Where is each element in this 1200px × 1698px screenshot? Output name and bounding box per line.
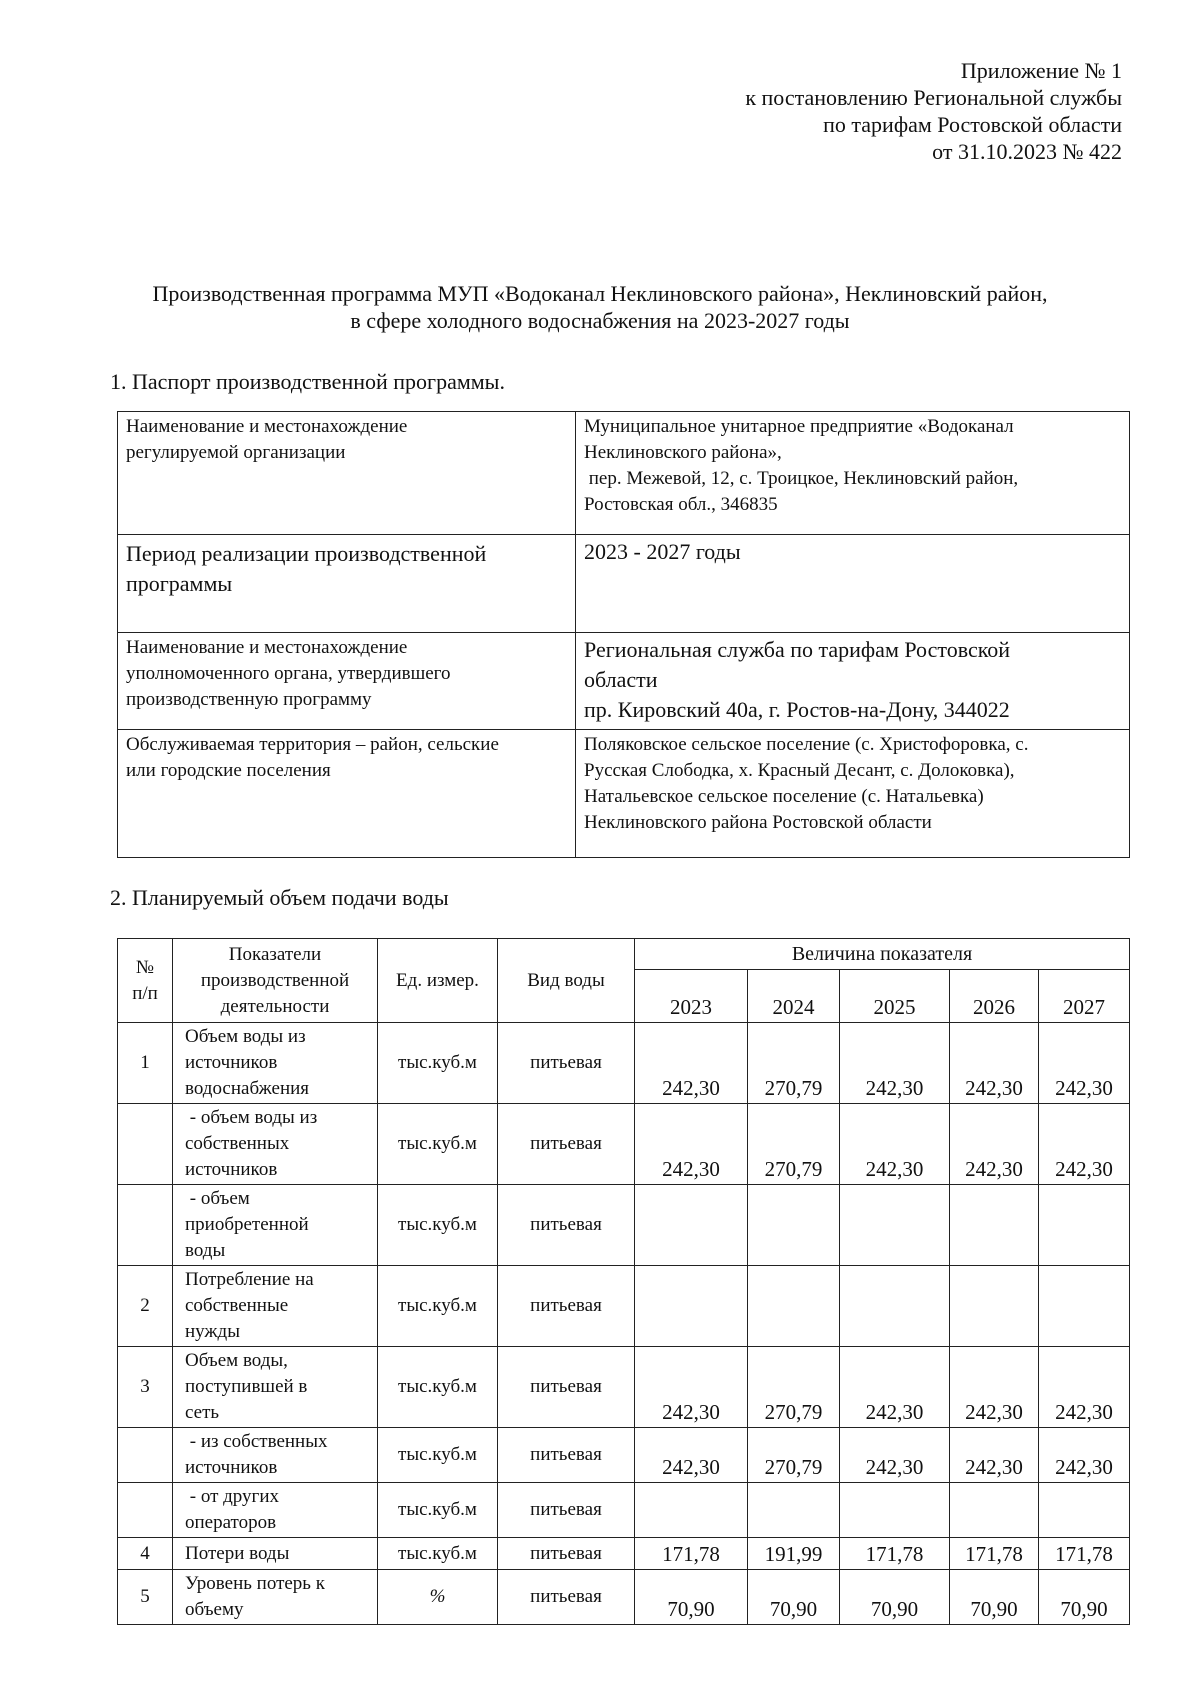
table-row: [118, 1483, 1130, 1538]
indicator-name: - от других операторов: [173, 1483, 378, 1538]
value-cell: 242,30: [950, 1104, 1039, 1185]
water-kind-cell: питьевая: [498, 1538, 635, 1570]
row-number: 4: [118, 1538, 173, 1570]
document-title: [60, 280, 1140, 334]
value-cell: 242,30: [950, 1347, 1039, 1428]
value-cell: [840, 1483, 950, 1538]
unit-cell: тыс.куб.м: [378, 1347, 498, 1428]
passport-label: Наименование и местонахождение уполномоченного органа, утвердившего производственную программу: [118, 633, 576, 730]
value-cell: 242,30: [635, 1104, 748, 1185]
value-cell: 270,79: [748, 1347, 840, 1428]
value-cell: 242,30: [840, 1104, 950, 1185]
value-cell: 171,78: [1039, 1538, 1130, 1570]
unit-cell: тыс.куб.м: [378, 1185, 498, 1266]
row-number: 5: [118, 1570, 173, 1625]
row-number: [118, 1185, 173, 1266]
value-cell: 242,30: [1039, 1428, 1130, 1483]
value-cell: [840, 1185, 950, 1266]
indicator-name: Объем воды, поступившей в сеть: [173, 1347, 378, 1428]
passport-row: [118, 633, 1130, 730]
unit-cell: тыс.куб.м: [378, 1023, 498, 1104]
title-line: Производственная программа МУП «Водоканал Неклиновского района», Неклиновский район,: [152, 281, 1048, 306]
passport-value: Региональная служба по тарифам Ростовской области пр. Кировский 40а, г. Ростов-на-Дону, 344022: [576, 633, 1130, 730]
unit-cell: %: [378, 1570, 498, 1625]
col-header-year: 2026: [950, 970, 1039, 1023]
col-header-value-group: Величина показателя: [635, 939, 1130, 970]
passport-label: Обслуживаемая территория – район, сельские или городские поселения: [118, 730, 576, 858]
row-number: 1: [118, 1023, 173, 1104]
value-cell: [635, 1266, 748, 1347]
row-number: [118, 1483, 173, 1538]
value-cell: 242,30: [1039, 1347, 1130, 1428]
value-cell: 171,78: [950, 1538, 1039, 1570]
value-cell: 270,79: [748, 1023, 840, 1104]
water-kind-cell: питьевая: [498, 1185, 635, 1266]
value-cell: 270,79: [748, 1104, 840, 1185]
appendix-line: по тарифам Ростовской области: [823, 112, 1122, 137]
col-header-year: 2023: [635, 970, 748, 1023]
value-cell: 242,30: [840, 1347, 950, 1428]
indicator-name: - из собственных источников: [173, 1428, 378, 1483]
passport-label: Период реализации производственной программы: [118, 535, 576, 633]
table-header-row: [118, 939, 1130, 970]
col-header-unit: Ед. измер.: [378, 939, 498, 1023]
value-cell: 70,90: [950, 1570, 1039, 1625]
value-cell: 70,90: [635, 1570, 748, 1625]
passport-value: Муниципальное унитарное предприятие «Водоканал Неклиновского района», пер. Межевой, 12, с. Троицкое, Неклиновский район, Ростовская обл., 346835: [576, 412, 1130, 535]
row-number: [118, 1104, 173, 1185]
water-kind-cell: питьевая: [498, 1023, 635, 1104]
value-cell: 242,30: [840, 1428, 950, 1483]
value-cell: [748, 1483, 840, 1538]
unit-cell: тыс.куб.м: [378, 1483, 498, 1538]
indicator-name: Объем воды из источников водоснабжения: [173, 1023, 378, 1104]
water-kind-cell: питьевая: [498, 1428, 635, 1483]
water-kind-cell: питьевая: [498, 1483, 635, 1538]
value-cell: 270,79: [748, 1428, 840, 1483]
col-header-indicator: Показатели производственной деятельности: [173, 939, 378, 1023]
table-row: [118, 1185, 1130, 1266]
value-cell: [950, 1266, 1039, 1347]
passport-value: 2023 - 2027 годы: [576, 535, 1130, 633]
passport-row: [118, 412, 1130, 535]
value-cell: 70,90: [840, 1570, 950, 1625]
col-header-year: 2024: [748, 970, 840, 1023]
value-cell: 242,30: [635, 1428, 748, 1483]
value-cell: [1039, 1483, 1130, 1538]
value-cell: [635, 1483, 748, 1538]
unit-cell: тыс.куб.м: [378, 1266, 498, 1347]
value-cell: 242,30: [635, 1023, 748, 1104]
title-line: в сфере холодного водоснабжения на 2023-2027 годы: [350, 308, 850, 333]
table-row: [118, 1104, 1130, 1185]
water-kind-cell: питьевая: [498, 1570, 635, 1625]
passport-label: Наименование и местонахождение регулируемой организации: [118, 412, 576, 535]
water-volume-table: [117, 938, 1130, 1625]
row-number: [118, 1428, 173, 1483]
table-row: [118, 1023, 1130, 1104]
indicator-name: - объем приобретенной воды: [173, 1185, 378, 1266]
col-header-number: № п/п: [118, 939, 173, 1023]
value-cell: [635, 1185, 748, 1266]
table-row: [118, 1347, 1130, 1428]
unit-cell: тыс.куб.м: [378, 1104, 498, 1185]
appendix-date: от 31.10.2023 № 422: [932, 139, 1122, 164]
table-row: [118, 1428, 1130, 1483]
value-cell: 242,30: [840, 1023, 950, 1104]
water-kind-cell: питьевая: [498, 1347, 635, 1428]
passport-table: [117, 411, 1130, 858]
row-number: 2: [118, 1266, 173, 1347]
indicator-name: - объем воды из собственных источников: [173, 1104, 378, 1185]
section-2-heading: 2. Планируемый объем подачи воды: [110, 885, 449, 910]
col-header-water-kind: Вид воды: [498, 939, 635, 1023]
appendix-line: к постановлению Региональной службы: [745, 85, 1122, 110]
passport-row: [118, 535, 1130, 633]
value-cell: [950, 1185, 1039, 1266]
passport-row: [118, 730, 1130, 858]
unit-cell: тыс.куб.м: [378, 1428, 498, 1483]
table-row: [118, 1266, 1130, 1347]
col-header-year: 2027: [1039, 970, 1130, 1023]
water-kind-cell: питьевая: [498, 1266, 635, 1347]
value-cell: 242,30: [635, 1347, 748, 1428]
appendix-number: Приложение № 1: [960, 58, 1122, 83]
value-cell: 242,30: [1039, 1023, 1130, 1104]
value-cell: [950, 1483, 1039, 1538]
value-cell: [748, 1266, 840, 1347]
table-row: [118, 1570, 1130, 1625]
value-cell: 70,90: [1039, 1570, 1130, 1625]
value-cell: [748, 1185, 840, 1266]
indicator-name: Уровень потерь к объему: [173, 1570, 378, 1625]
table-row: [118, 1538, 1130, 1570]
section-1-heading: 1. Паспорт производственной программы.: [110, 369, 505, 394]
value-cell: 70,90: [748, 1570, 840, 1625]
water-kind-cell: питьевая: [498, 1104, 635, 1185]
passport-value: Поляковское сельское поселение (с. Христофоровка, с. Русская Слободка, х. Красный Десант, с. Долоковка), Натальевское сельское поселение (с. Натальевка) Неклиновского района Ростовской области: [576, 730, 1130, 858]
value-cell: 242,30: [1039, 1104, 1130, 1185]
col-header-year: 2025: [840, 970, 950, 1023]
value-cell: 242,30: [950, 1023, 1039, 1104]
value-cell: [1039, 1185, 1130, 1266]
value-cell: 242,30: [950, 1428, 1039, 1483]
value-cell: 191,99: [748, 1538, 840, 1570]
appendix-header: [745, 57, 1122, 165]
unit-cell: тыс.куб.м: [378, 1538, 498, 1570]
value-cell: 171,78: [635, 1538, 748, 1570]
row-number: 3: [118, 1347, 173, 1428]
value-cell: 171,78: [840, 1538, 950, 1570]
value-cell: [1039, 1266, 1130, 1347]
value-cell: [840, 1266, 950, 1347]
indicator-name: Потребление на собственные нужды: [173, 1266, 378, 1347]
indicator-name: Потери воды: [173, 1538, 378, 1570]
